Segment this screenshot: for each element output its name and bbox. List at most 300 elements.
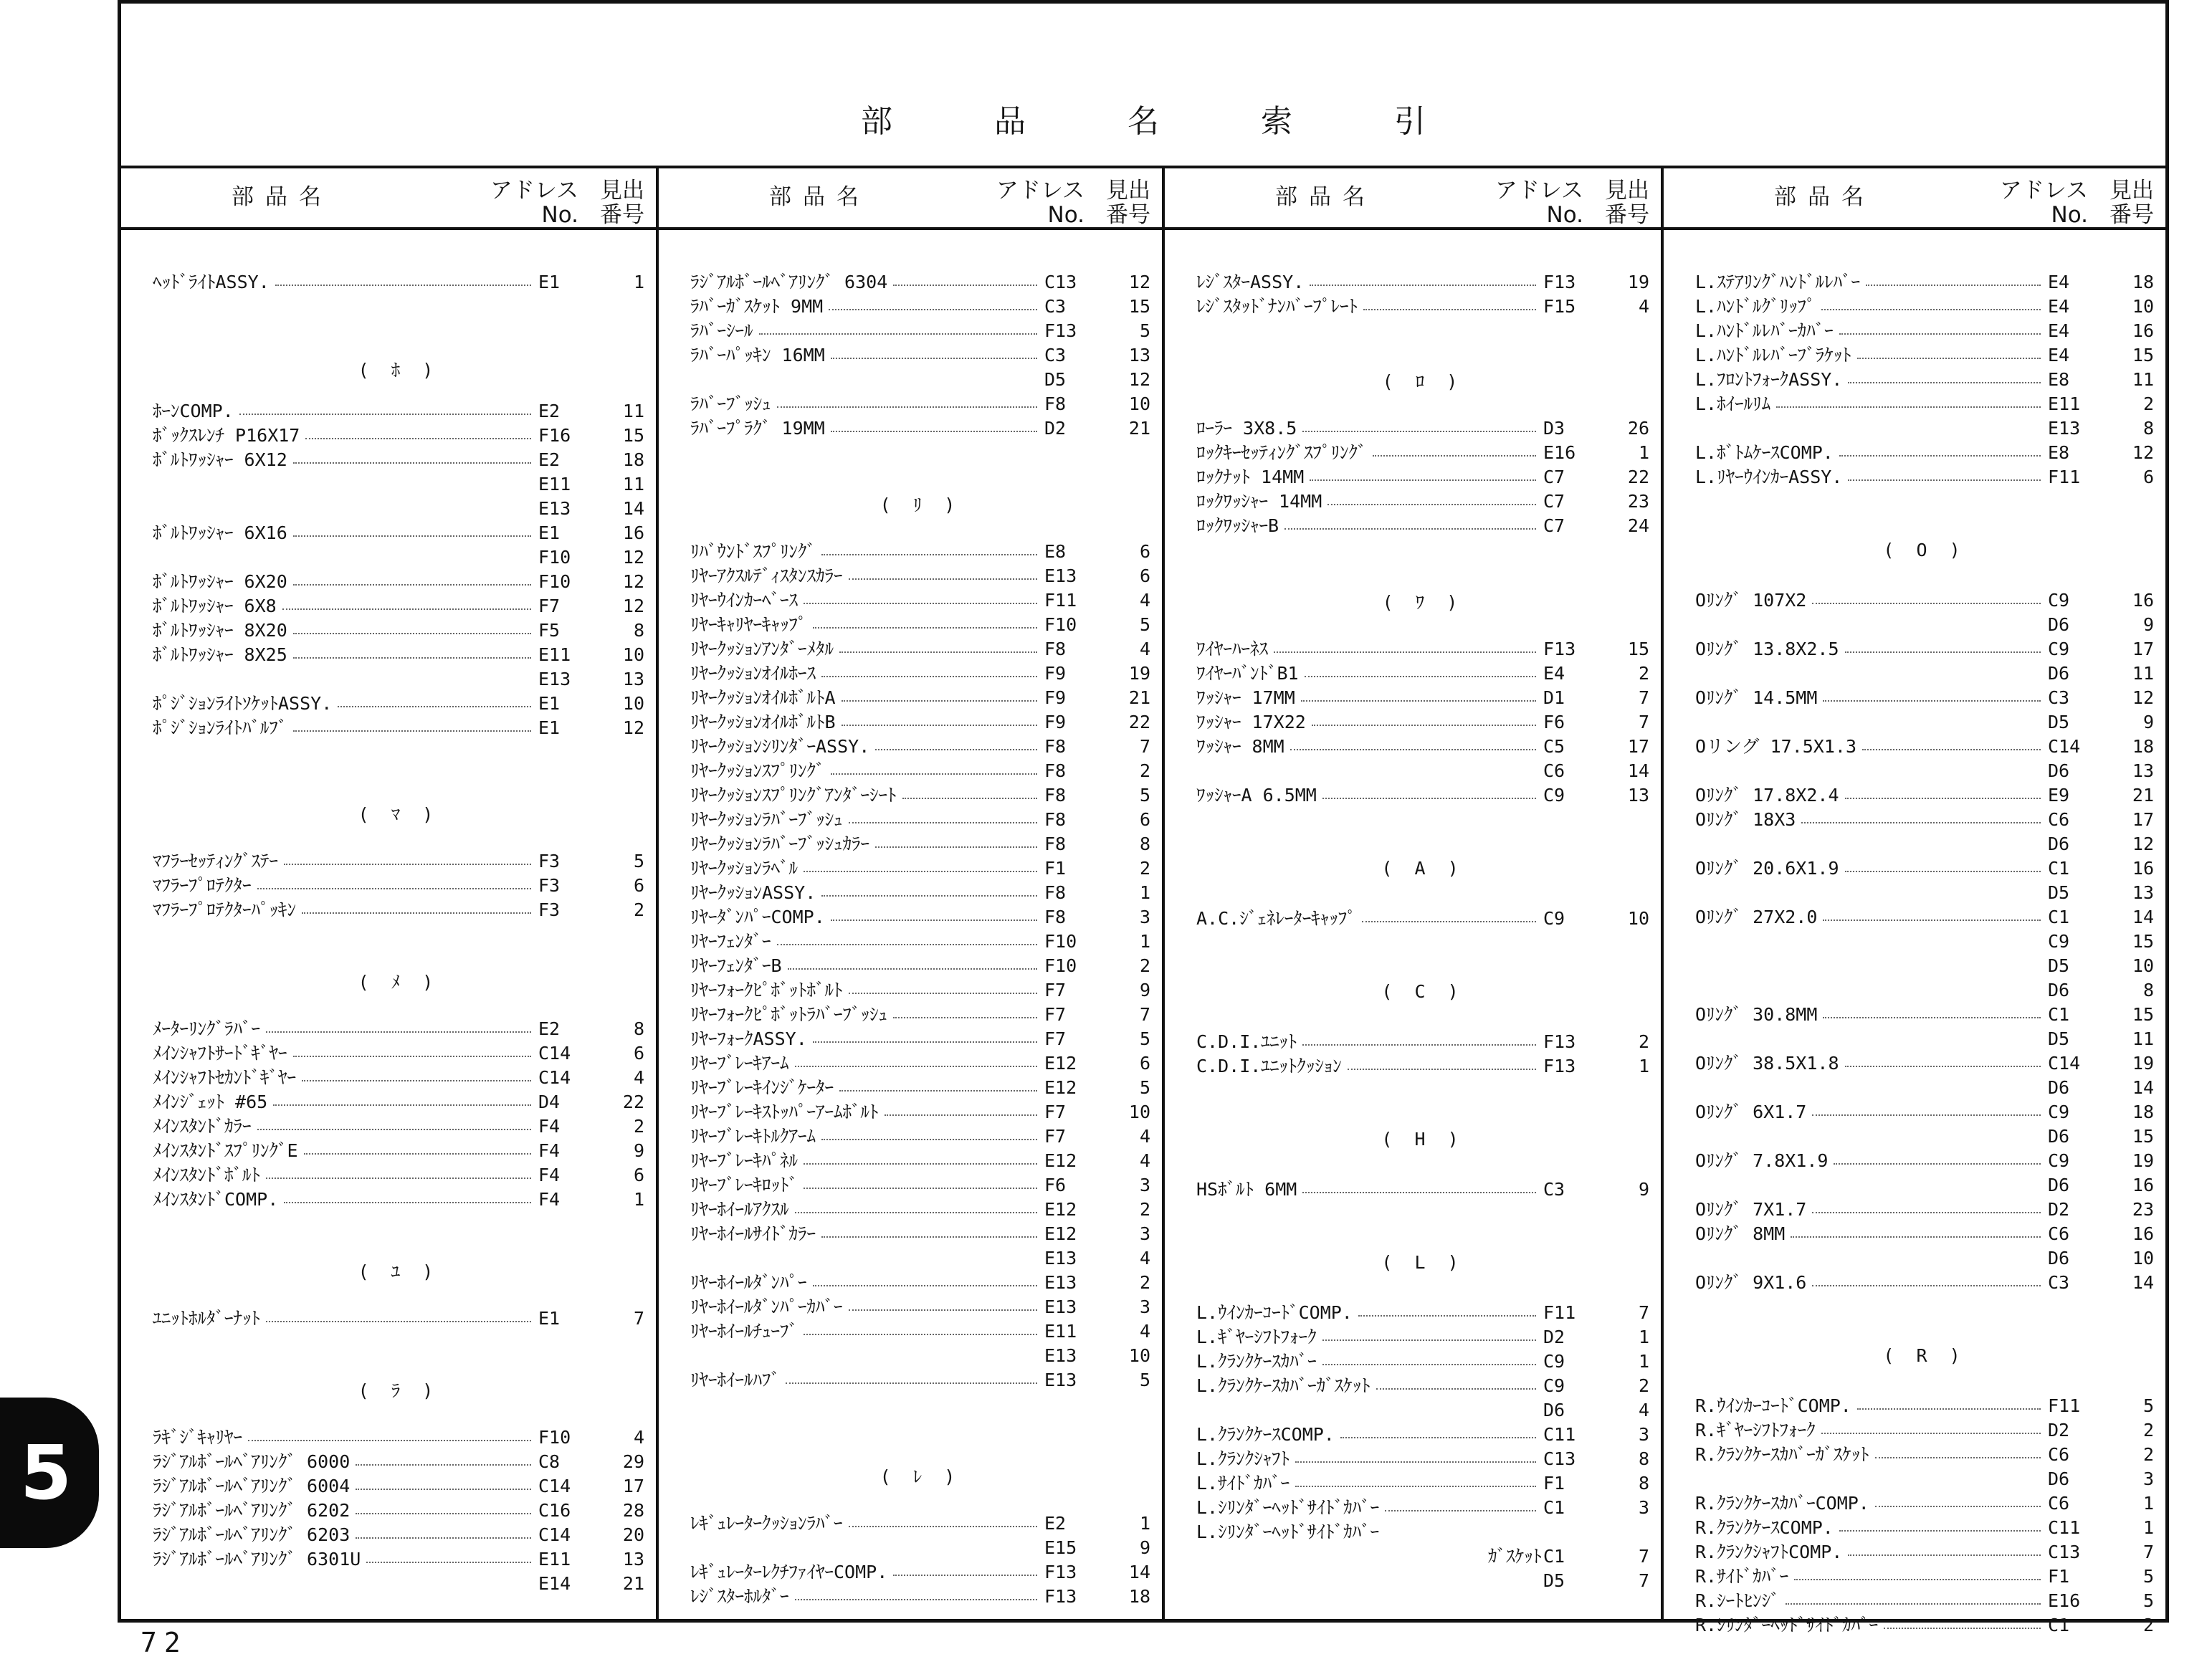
part-name: ﾒｰﾀｰﾘﾝｸﾞﾗﾊﾞｰ xyxy=(153,1017,537,1041)
address-value: C1 xyxy=(2048,1004,2070,1025)
address-value: F10 xyxy=(1044,955,1077,976)
index-number: 10 xyxy=(2132,955,2154,976)
address-value: E8 xyxy=(2048,369,2070,390)
address-value: C13 xyxy=(2048,1542,2081,1562)
index-entry xyxy=(690,1003,1150,1027)
index-entry xyxy=(1695,295,2154,319)
index-number: 2 xyxy=(1139,760,1150,781)
index-entry xyxy=(1695,1516,2154,1540)
index-entry xyxy=(1695,613,2154,637)
index-number: 10 xyxy=(2132,1248,2154,1269)
index-number: 16 xyxy=(2132,1175,2154,1195)
part-name: ﾏﾌﾗｰﾌﾟﾛﾃｸﾀｰ xyxy=(153,874,537,898)
address-value: E12 xyxy=(1044,1223,1077,1244)
index-entry xyxy=(1196,1471,1649,1496)
address-value: C16 xyxy=(538,1500,571,1521)
address-value: E11 xyxy=(538,1549,571,1570)
section-heading: ( ﾜ ) xyxy=(1382,592,1464,613)
index-number: 1 xyxy=(2142,1493,2154,1514)
section-heading: ( O ) xyxy=(1883,540,1966,560)
index-entry xyxy=(1196,416,1649,441)
index-number: 10 xyxy=(1128,1345,1150,1366)
index-no-header: 見出 番号 xyxy=(1605,178,1649,228)
part-name: Oﾘﾝｸﾞ 27X2.0 xyxy=(1695,905,2046,930)
index-number: 8 xyxy=(2142,980,2154,1000)
index-entry xyxy=(1196,1030,1649,1054)
index-number: 3 xyxy=(1638,1424,1649,1445)
part-name: ﾒｲﾝｼｬﾌﾄｾｶﾝﾄﾞｷﾞﾔｰ xyxy=(153,1066,537,1090)
index-number: 13 xyxy=(622,1549,644,1570)
index-number: 3 xyxy=(1638,1497,1649,1518)
address-value: E2 xyxy=(538,401,561,421)
column-header xyxy=(690,170,1150,229)
part-name: ﾛｯｸﾜｯｼｬｰ 14MM xyxy=(1196,489,1542,514)
part-name: ﾒｲﾝｽﾀﾝﾄﾞCOMP. xyxy=(153,1188,537,1212)
index-number: 1 xyxy=(633,1189,644,1210)
index-number: 13 xyxy=(2132,882,2154,903)
index-entry xyxy=(690,1368,1150,1393)
address-value: F7 xyxy=(1044,1126,1067,1147)
address-value: E1 xyxy=(538,717,561,738)
part-name: Oﾘﾝｸﾞ 38.5X1.8 xyxy=(1695,1051,2046,1076)
index-number: 2 xyxy=(2142,1615,2154,1635)
address-value: E13 xyxy=(1044,565,1077,586)
address-value: C9 xyxy=(1543,1375,1565,1396)
address-value: E13 xyxy=(1044,1248,1077,1269)
part-name: ﾗｷﾞｼﾞｷｬﾘﾔｰ xyxy=(153,1425,537,1450)
index-number: 21 xyxy=(622,1573,644,1594)
part-name: ﾘﾔｰﾎｲｰﾙﾀﾞﾝﾊﾟｰ xyxy=(690,1271,1043,1295)
index-number: 15 xyxy=(2132,931,2154,952)
section-heading: ( A ) xyxy=(1381,858,1464,879)
address-value: F4 xyxy=(538,1165,561,1185)
index-number: 19 xyxy=(1128,663,1150,684)
index-entry xyxy=(1695,343,2154,368)
index-number: 2 xyxy=(1638,663,1649,684)
index-entry xyxy=(153,1307,644,1331)
address-value: E11 xyxy=(538,644,571,665)
part-name: L.ｳｲﾝｶｰｺｰﾄﾞCOMP. xyxy=(1196,1301,1542,1325)
index-entry xyxy=(690,319,1150,343)
index-entry xyxy=(153,594,644,618)
index-number: 10 xyxy=(1627,908,1649,929)
part-name: Oﾘﾝｸﾞ 7X1.7 xyxy=(1695,1198,2046,1222)
address-value: D6 xyxy=(2048,1175,2070,1195)
part-name: L.ﾌﾛﾝﾄﾌｫｰｸASSY. xyxy=(1695,368,2046,392)
index-number: 18 xyxy=(622,449,644,470)
column-header xyxy=(1695,170,2154,229)
index-entry xyxy=(1196,1398,1649,1423)
index-entry xyxy=(1695,930,2154,954)
index-entry xyxy=(1196,1374,1649,1398)
part-name: Oﾘﾝｸﾞ 8MM xyxy=(1695,1222,2046,1246)
index-number: 13 xyxy=(2132,760,2154,781)
part-name: ﾘﾔｰｸｯｼｮﾝｵｲﾙﾎﾞﾙﾄB xyxy=(690,710,1043,735)
part-name: Oﾘﾝｸﾞ 107X2 xyxy=(1695,588,2046,613)
index-entry xyxy=(690,1319,1150,1344)
index-number: 5 xyxy=(2142,1566,2154,1587)
section-heading: ( L ) xyxy=(1381,1252,1464,1273)
index-number: 28 xyxy=(622,1500,644,1521)
index-number: 10 xyxy=(2132,296,2154,317)
index-entry xyxy=(153,1041,644,1066)
part-name: ﾎﾞﾙﾄﾜｯｼｬｰ 6X12 xyxy=(153,448,537,472)
part-name: ﾜｯｼｬｰ 17MM xyxy=(1196,686,1542,710)
address-value: F9 xyxy=(1044,663,1067,684)
index-entry xyxy=(690,392,1150,416)
index-entry xyxy=(1196,637,1649,661)
part-name: ﾘﾔｰﾎｲｰﾙﾊﾌﾞ xyxy=(690,1368,1043,1393)
index-entry xyxy=(690,978,1150,1003)
index-entry xyxy=(1695,881,2154,905)
part-name: R.ｷﾞﾔｰｼﾌﾄﾌｫｰｸ xyxy=(1695,1418,2046,1443)
part-name: L.ﾊﾝﾄﾞﾙｸﾞﾘｯﾌﾟ xyxy=(1695,295,2046,319)
index-number: 2 xyxy=(633,899,644,920)
index-entry xyxy=(153,898,644,922)
address-value: C9 xyxy=(1543,908,1565,929)
index-entry xyxy=(690,905,1150,930)
index-number: 9 xyxy=(1638,1179,1649,1200)
part-name: ﾘﾔｰｸｯｼｮﾝｼﾘﾝﾀﾞｰASSY. xyxy=(690,735,1043,759)
index-number: 3 xyxy=(1139,907,1150,927)
index-number: 8 xyxy=(1139,834,1150,854)
index-number: 20 xyxy=(622,1524,644,1545)
address-value: F10 xyxy=(1044,931,1077,952)
address-value: E8 xyxy=(1044,541,1067,562)
address-value: F7 xyxy=(1044,1102,1067,1122)
address-value: F7 xyxy=(1044,1004,1067,1025)
section-heading: ( ﾏ ) xyxy=(358,804,439,825)
index-entry xyxy=(1695,1443,2154,1467)
index-number: 9 xyxy=(633,1140,644,1161)
index-number: 6 xyxy=(1139,565,1150,586)
index-entry xyxy=(153,424,644,448)
part-name: L.ｼﾘﾝﾀﾞｰﾍｯﾄﾞｻｲﾄﾞｶﾊﾞｰ xyxy=(1196,1496,1542,1520)
index-number: 1 xyxy=(1139,1513,1150,1534)
index-number: 18 xyxy=(2132,736,2154,757)
part-name: ﾗｼﾞｱﾙﾎﾞｰﾙﾍﾞｱﾘﾝｸﾞ 6304 xyxy=(690,270,1043,295)
index-entry xyxy=(1695,1173,2154,1198)
index-number: 14 xyxy=(2132,907,2154,927)
part-name: ﾒｲﾝｽﾀﾝﾄﾞｽﾌﾟﾘﾝｸﾞE xyxy=(153,1139,537,1163)
index-number: 1 xyxy=(1638,1351,1649,1372)
part-name: ﾚｼﾞｽﾀｰASSY. xyxy=(1196,270,1542,295)
address-value: D5 xyxy=(1044,369,1067,390)
index-entry xyxy=(1695,1589,2154,1613)
part-name: ﾜｲﾔｰﾊｰﾈｽ xyxy=(1196,637,1542,661)
index-entry xyxy=(690,1027,1150,1051)
index-entry xyxy=(153,667,644,692)
address-value: C3 xyxy=(1543,1179,1565,1200)
part-name: ﾘﾔｰﾌﾞﾚｰｷﾊﾟﾈﾙ xyxy=(690,1149,1043,1173)
index-number: 8 xyxy=(1638,1448,1649,1469)
address-value: C14 xyxy=(538,1043,571,1064)
address-header: アドレス No. xyxy=(996,178,1084,228)
index-number: 24 xyxy=(1627,515,1649,536)
index-entry xyxy=(690,686,1150,710)
column-header xyxy=(153,170,644,229)
address-value: E1 xyxy=(538,1308,561,1329)
index-entry xyxy=(1695,441,2154,465)
address-value: E1 xyxy=(538,522,561,543)
part-name: L.ﾎﾞﾄﾑｹｰｽCOMP. xyxy=(1695,441,2046,465)
index-entry xyxy=(1196,907,1649,931)
part-name: ﾘﾔｰﾌｫｰｸASSY. xyxy=(690,1027,1043,1051)
address-value: F8 xyxy=(1044,639,1067,659)
index-number: 7 xyxy=(2142,1542,2154,1562)
index-number: 14 xyxy=(1627,760,1649,781)
index-number: 12 xyxy=(2132,834,2154,854)
index-entry xyxy=(1695,735,2154,759)
index-number: 1 xyxy=(1638,1327,1649,1347)
address-value: C3 xyxy=(2048,687,2070,708)
index-entry xyxy=(690,783,1150,808)
part-name: ﾘﾔｰﾌｪﾝﾀﾞｰB xyxy=(690,954,1043,978)
part-name: ﾗﾊﾞｰｶﾞｽｹｯﾄ 9MM xyxy=(690,295,1043,319)
section-heading: ( ﾒ ) xyxy=(358,972,439,993)
index-number: 6 xyxy=(1139,541,1150,562)
address-value: D6 xyxy=(2048,1468,2070,1489)
part-name: R.ｻｲﾄﾞｶﾊﾞｰ xyxy=(1695,1565,2046,1589)
index-number: 13 xyxy=(622,669,644,689)
address-value: C9 xyxy=(1543,1351,1565,1372)
part-name: ﾒｲﾝｼｬﾌﾄｻｰﾄﾞｷﾞﾔｰ xyxy=(153,1041,537,1066)
index-number: 2 xyxy=(1139,858,1150,879)
address-value: E13 xyxy=(1044,1370,1077,1390)
index-number: 7 xyxy=(1139,736,1150,757)
index-entry xyxy=(1695,416,2154,441)
index-entry xyxy=(1695,832,2154,856)
index-number: 3 xyxy=(1139,1296,1150,1317)
index-number: 7 xyxy=(633,1308,644,1329)
index-column xyxy=(659,170,1162,1620)
address-value: D6 xyxy=(2048,760,2070,781)
index-entry xyxy=(690,1051,1150,1076)
part-name: ﾎﾟｼﾞｼｮﾝﾗｲﾄﾊﾞﾙﾌﾞ xyxy=(153,716,537,740)
address-value: D5 xyxy=(2048,955,2070,976)
index-no-header: 見出 番号 xyxy=(2109,178,2154,228)
index-number: 7 xyxy=(1638,712,1649,732)
index-number: 18 xyxy=(2132,1102,2154,1122)
index-entry xyxy=(1695,637,2154,661)
part-name: ﾘﾔｰﾌﾞﾚｰｷｲﾝｼﾞｹｰﾀｰ xyxy=(690,1076,1043,1100)
index-entry xyxy=(153,472,644,497)
index-number: 16 xyxy=(2132,1223,2154,1244)
index-entry xyxy=(690,564,1150,588)
index-entry xyxy=(690,1560,1150,1585)
index-number: 16 xyxy=(622,522,644,543)
index-entry xyxy=(1196,1301,1649,1325)
part-name: ﾘﾔｰﾎｲｰﾙﾀﾞﾝﾊﾟｰｶﾊﾞｰ xyxy=(690,1295,1043,1319)
address-value: C14 xyxy=(538,1476,571,1496)
part-name: ﾘﾔｰﾎｲｰﾙﾁｭｰﾌﾞ xyxy=(690,1319,1043,1344)
index-entry xyxy=(1196,1325,1649,1350)
index-entry xyxy=(690,1295,1150,1319)
part-name-header: 部品名 xyxy=(1275,184,1376,210)
address-value: E13 xyxy=(2048,418,2081,439)
index-number: 22 xyxy=(622,1092,644,1112)
index-entry xyxy=(153,1188,644,1212)
section-heading: ( C ) xyxy=(1381,981,1464,1002)
index-number: 12 xyxy=(622,717,644,738)
index-number: 5 xyxy=(633,851,644,871)
index-number: 6 xyxy=(633,1165,644,1185)
index-entry xyxy=(1695,1076,2154,1100)
index-entry xyxy=(1695,808,2154,832)
part-name: Oﾘﾝｸﾞ 13.8X2.5 xyxy=(1695,637,2046,661)
index-entry xyxy=(1695,1491,2154,1516)
address-value: E1 xyxy=(538,272,561,292)
address-value: C11 xyxy=(2048,1517,2081,1538)
part-name: R.ｳｲﾝｶｰｺｰﾄﾞCOMP. xyxy=(1695,1394,2046,1418)
index-entry xyxy=(1695,270,2154,295)
address-value: E4 xyxy=(2048,345,2070,366)
index-entry xyxy=(153,1523,644,1547)
index-entry xyxy=(690,637,1150,661)
address-value: E13 xyxy=(538,498,571,519)
address-value: E13 xyxy=(1044,1272,1077,1293)
index-entry xyxy=(1196,1178,1649,1202)
index-entry xyxy=(153,874,644,898)
part-name: ﾘﾔｰﾌｫｰｸﾋﾟﾎﾞｯﾄﾎﾞﾙﾄ xyxy=(690,978,1043,1003)
address-value: D4 xyxy=(538,1092,561,1112)
index-entry xyxy=(153,1017,644,1041)
part-name: ﾕﾆｯﾄﾎﾙﾀﾞｰﾅｯﾄ xyxy=(153,1307,537,1331)
part-name: ﾎｰﾝCOMP. xyxy=(153,399,537,424)
address-value: D2 xyxy=(2048,1199,2070,1220)
address-value: D5 xyxy=(2048,882,2070,903)
index-entry xyxy=(690,1344,1150,1368)
address-value: C7 xyxy=(1543,515,1565,536)
index-entry xyxy=(690,1124,1150,1149)
index-entry xyxy=(690,661,1150,686)
part-name: ﾘﾔｰﾌﾞﾚｰｷｱｰﾑ xyxy=(690,1051,1043,1076)
index-entry xyxy=(1695,1027,2154,1051)
address-value: D1 xyxy=(1543,687,1565,708)
index-number: 4 xyxy=(1139,1150,1150,1171)
index-number: 1 xyxy=(2142,1517,2154,1538)
address-value: E11 xyxy=(2048,393,2081,414)
part-name: L.ﾘﾔｰｳｲﾝｶｰASSY. xyxy=(1695,465,2046,489)
part-name: ﾏﾌﾗｰﾌﾟﾛﾃｸﾀｰﾊﾟｯｷﾝ xyxy=(153,898,537,922)
title-divider xyxy=(121,166,2165,168)
part-name: ﾘﾔｰｸｯｼｮﾝﾗﾊﾞｰﾌﾞｯｼｭｶﾗｰ xyxy=(690,832,1043,856)
part-name: L.ｻｲﾄﾞｶﾊﾞｰ xyxy=(1196,1471,1542,1496)
index-entry xyxy=(153,270,644,295)
part-name: ﾛｯｸﾜｯｼｬｰB xyxy=(1196,514,1542,538)
address-value: C1 xyxy=(2048,907,2070,927)
index-number: 9 xyxy=(2142,614,2154,635)
address-value: D6 xyxy=(2048,614,2070,635)
part-name: Oﾘﾝｸﾞ 14.5MM xyxy=(1695,686,2046,710)
index-number: 9 xyxy=(1139,980,1150,1000)
address-value: E2 xyxy=(538,449,561,470)
index-entry xyxy=(690,1585,1150,1609)
index-entry xyxy=(153,399,644,424)
index-entry xyxy=(1196,1423,1649,1447)
address-value: E2 xyxy=(1044,1513,1067,1534)
index-number: 11 xyxy=(2132,663,2154,684)
index-number: 21 xyxy=(1128,418,1150,439)
address-value: E4 xyxy=(2048,320,2070,341)
address-value: E12 xyxy=(1044,1053,1077,1074)
index-number: 8 xyxy=(1638,1473,1649,1494)
index-number: 14 xyxy=(622,498,644,519)
address-value: F11 xyxy=(2048,1395,2081,1416)
index-frame xyxy=(118,0,2169,1635)
address-value: C6 xyxy=(2048,809,2070,830)
index-number: 15 xyxy=(2132,345,2154,366)
page-number: 72 xyxy=(140,1627,188,1658)
index-number: 1 xyxy=(1638,442,1649,463)
part-name: L.ｸﾗﾝｸｹｰｽｶﾊﾞｰｶﾞｽｹｯﾄ xyxy=(1196,1374,1542,1398)
address-value: F3 xyxy=(538,875,561,896)
address-value: F7 xyxy=(1044,1028,1067,1049)
part-name: Oﾘﾝｸﾞ 18X3 xyxy=(1695,808,2046,832)
index-number: 5 xyxy=(1139,785,1150,806)
address-value: F15 xyxy=(1543,296,1576,317)
part-name: Oﾘﾝｸﾞ 20.6X1.9 xyxy=(1695,856,2046,881)
index-number: 17 xyxy=(1627,736,1649,757)
address-value: F13 xyxy=(1543,1056,1576,1076)
index-number: 23 xyxy=(2132,1199,2154,1220)
index-number: 6 xyxy=(633,875,644,896)
index-number: 5 xyxy=(2142,1590,2154,1611)
address-value: E12 xyxy=(1044,1077,1077,1098)
index-number: 4 xyxy=(1139,1126,1150,1147)
index-number: 1 xyxy=(1139,882,1150,903)
index-number: 16 xyxy=(2132,858,2154,879)
index-number: 1 xyxy=(1139,931,1150,952)
index-column xyxy=(1165,170,1661,1620)
index-number: 2 xyxy=(2142,1444,2154,1465)
address-value: D2 xyxy=(1543,1327,1565,1347)
section-heading: ( ﾎ ) xyxy=(358,360,439,381)
index-entry xyxy=(1196,514,1649,538)
address-value: C9 xyxy=(2048,1150,2070,1171)
address-value: C7 xyxy=(1543,467,1565,487)
address-value: F1 xyxy=(1543,1473,1565,1494)
address-value: C3 xyxy=(1044,296,1067,317)
part-name: ﾒｲﾝｽﾀﾝﾄﾞｶﾗｰ xyxy=(153,1114,537,1139)
section-heading: ( ﾘ ) xyxy=(879,495,961,515)
address-value: E12 xyxy=(1044,1199,1077,1220)
index-number: 14 xyxy=(2132,1272,2154,1293)
part-name: ﾗﾊﾞｰﾌﾟﾗｸﾞ 19MM xyxy=(690,416,1043,441)
part-name: ﾜｯｼｬｰ 8MM xyxy=(1196,735,1542,759)
index-number: 2 xyxy=(1139,955,1150,976)
part-name: ﾘﾔｰｱｸｽﾙﾃﾞｨｽﾀﾝｽｶﾗｰ xyxy=(690,564,1043,588)
index-number: 7 xyxy=(1638,1546,1649,1567)
index-number: 10 xyxy=(622,693,644,714)
part-name: A.C.ｼﾞｪﾈﾚｰﾀｰｷｬｯﾌﾟ xyxy=(1196,907,1542,931)
index-entry xyxy=(690,1173,1150,1198)
address-value: E12 xyxy=(1044,1150,1077,1171)
index-number: 11 xyxy=(622,401,644,421)
index-number: 5 xyxy=(1139,614,1150,635)
index-number: 11 xyxy=(622,474,644,495)
part-name: L.ｸﾗﾝｸｹｰｽｶﾊﾞｰ xyxy=(1196,1350,1542,1374)
index-number: 16 xyxy=(2132,590,2154,611)
index-number: 17 xyxy=(2132,639,2154,659)
index-entry xyxy=(1695,686,2154,710)
section-heading: ( ﾚ ) xyxy=(879,1466,961,1487)
index-entry xyxy=(153,448,644,472)
address-value: C9 xyxy=(2048,590,2070,611)
index-entry xyxy=(1695,1222,2154,1246)
index-entry xyxy=(153,1066,644,1090)
part-name: ﾗｼﾞｱﾙﾎﾞｰﾙﾍﾞｱﾘﾝｸﾞ 6203 xyxy=(153,1523,537,1547)
